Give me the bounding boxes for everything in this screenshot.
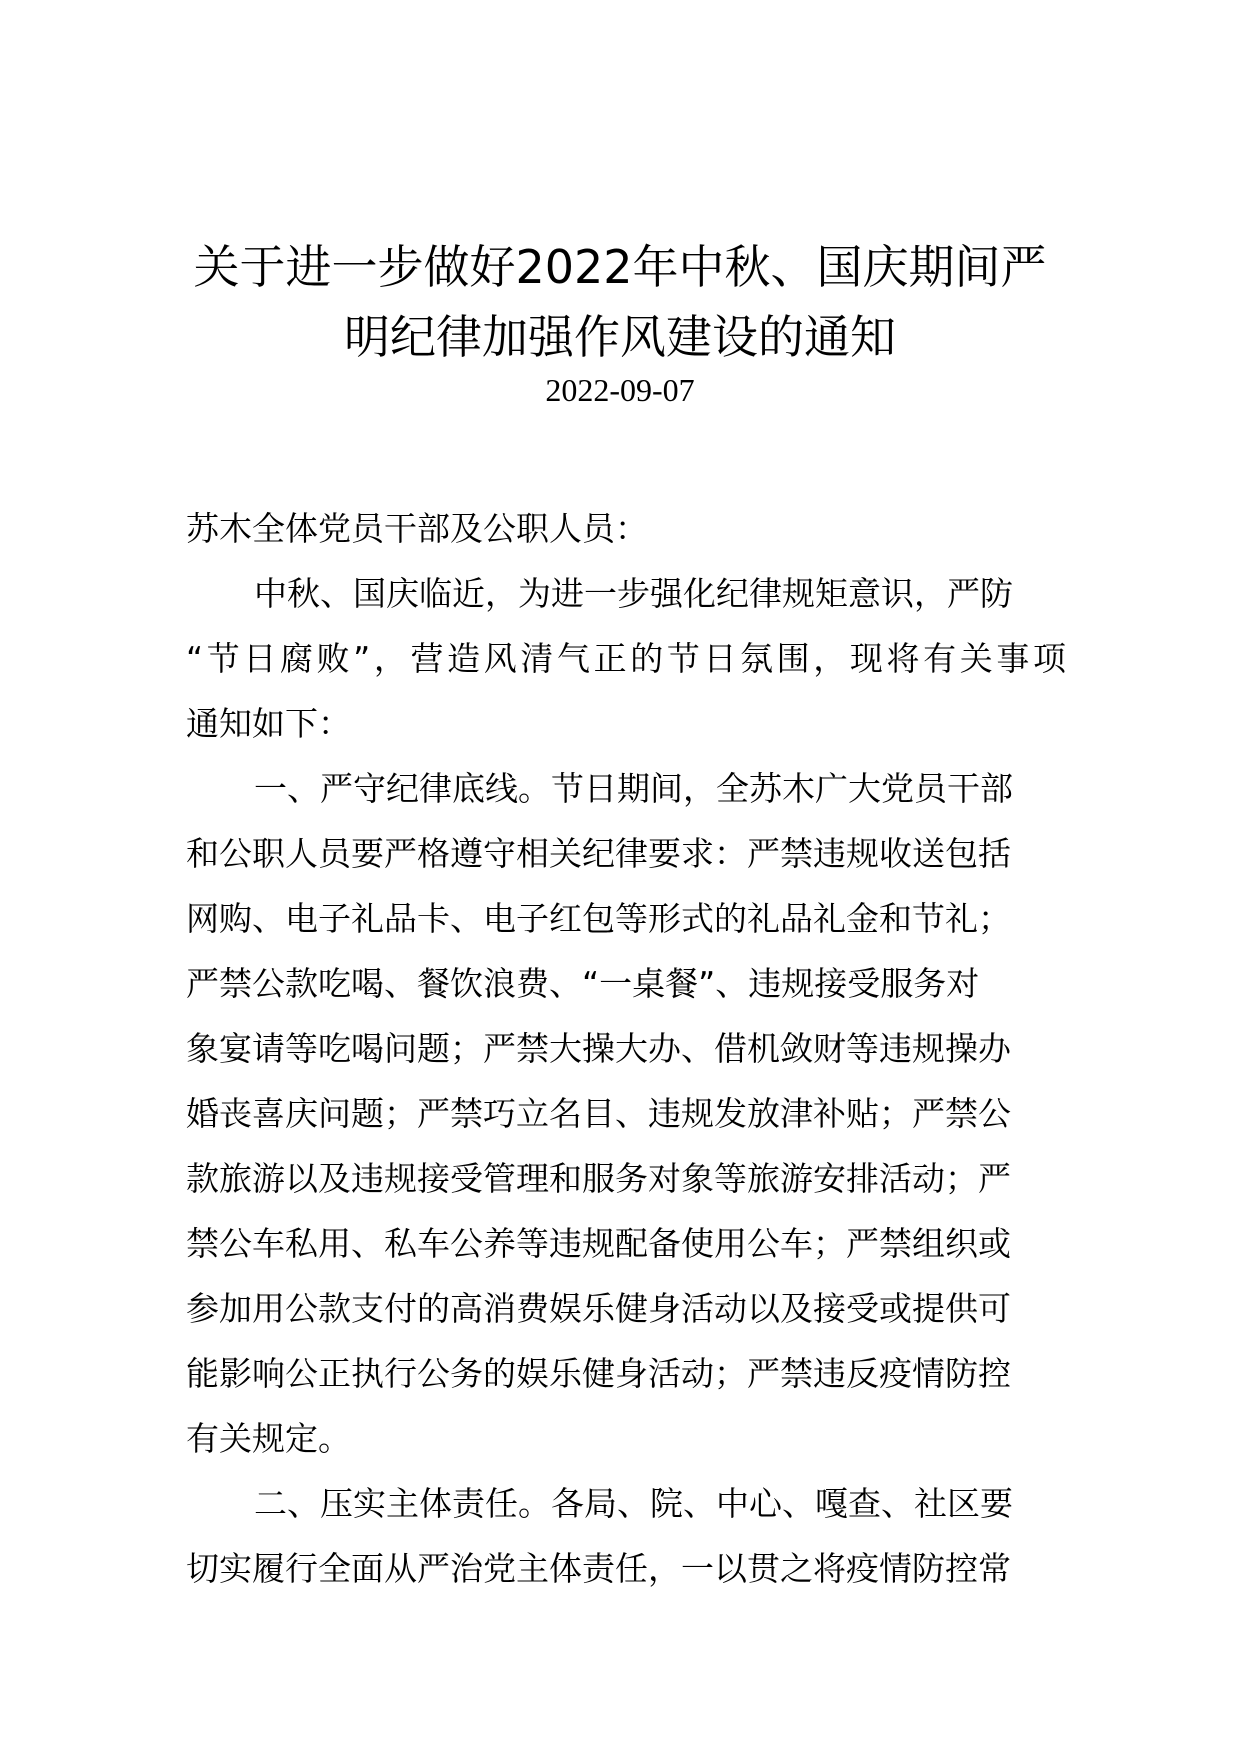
section2-line-1: 二、压实主体责任。各局、院、中心、嘎查、社区要 bbox=[254, 1484, 1013, 1523]
section1-line-1: 一、严守纪律底线。节日期间，全苏木广大党员干部 bbox=[254, 769, 1013, 808]
document-date: 2022-09-07 bbox=[545, 372, 695, 408]
section2-line-2: 切实履行全面从严治党主体责任，一以贯之将疫情防控常 bbox=[186, 1549, 1011, 1588]
section1-line-8: 禁公车私用、私车公养等违规配备使用公车；严禁组织或 bbox=[186, 1224, 1011, 1263]
section1-line-3: 网购、电子礼品卡、电子红包等形式的礼品礼金和节礼； bbox=[186, 899, 1011, 938]
document-body bbox=[186, 496, 1066, 1601]
section1-line-9: 参加用公款支付的高消费娱乐健身活动以及接受或提供可 bbox=[186, 1289, 1011, 1328]
intro-line-1: 中秋、国庆临近，为进一步强化纪律规矩意识，严防 bbox=[254, 574, 1013, 613]
section1-line-6: 婚丧喜庆问题；严禁巧立名目、违规发放津补贴；严禁公 bbox=[186, 1094, 1011, 1133]
section1-line-4: 严禁公款吃喝、餐饮浪费、“一桌餐”、违规接受服务对 bbox=[186, 964, 980, 1003]
section1-line-11: 有关规定。 bbox=[186, 1419, 351, 1458]
section1-line-5: 象宴请等吃喝问题；严禁大操大办、借机敛财等违规操办 bbox=[186, 1029, 1011, 1068]
intro-line-2: “节日腐败”，营造风清气正的节日氛围，现将有关事项 bbox=[186, 639, 1066, 678]
document-title bbox=[140, 232, 1100, 372]
section1-line-10: 能影响公正执行公务的娱乐健身活动；严禁违反疫情防控 bbox=[186, 1354, 1011, 1393]
intro-line-3: 通知如下： bbox=[186, 704, 351, 743]
title-line-2: 明纪律加强作风建设的通知 bbox=[344, 310, 896, 364]
title-line-1: 关于进一步做好2022年中秋、国庆期间严 bbox=[193, 240, 1047, 294]
section1-line-7: 款旅游以及违规接受管理和服务对象等旅游安排活动；严 bbox=[186, 1159, 1011, 1198]
section1-line-2: 和公职人员要严格遵守相关纪律要求：严禁违规收送包括 bbox=[186, 834, 1011, 873]
salutation: 苏木全体党员干部及公职人员： bbox=[186, 509, 648, 548]
